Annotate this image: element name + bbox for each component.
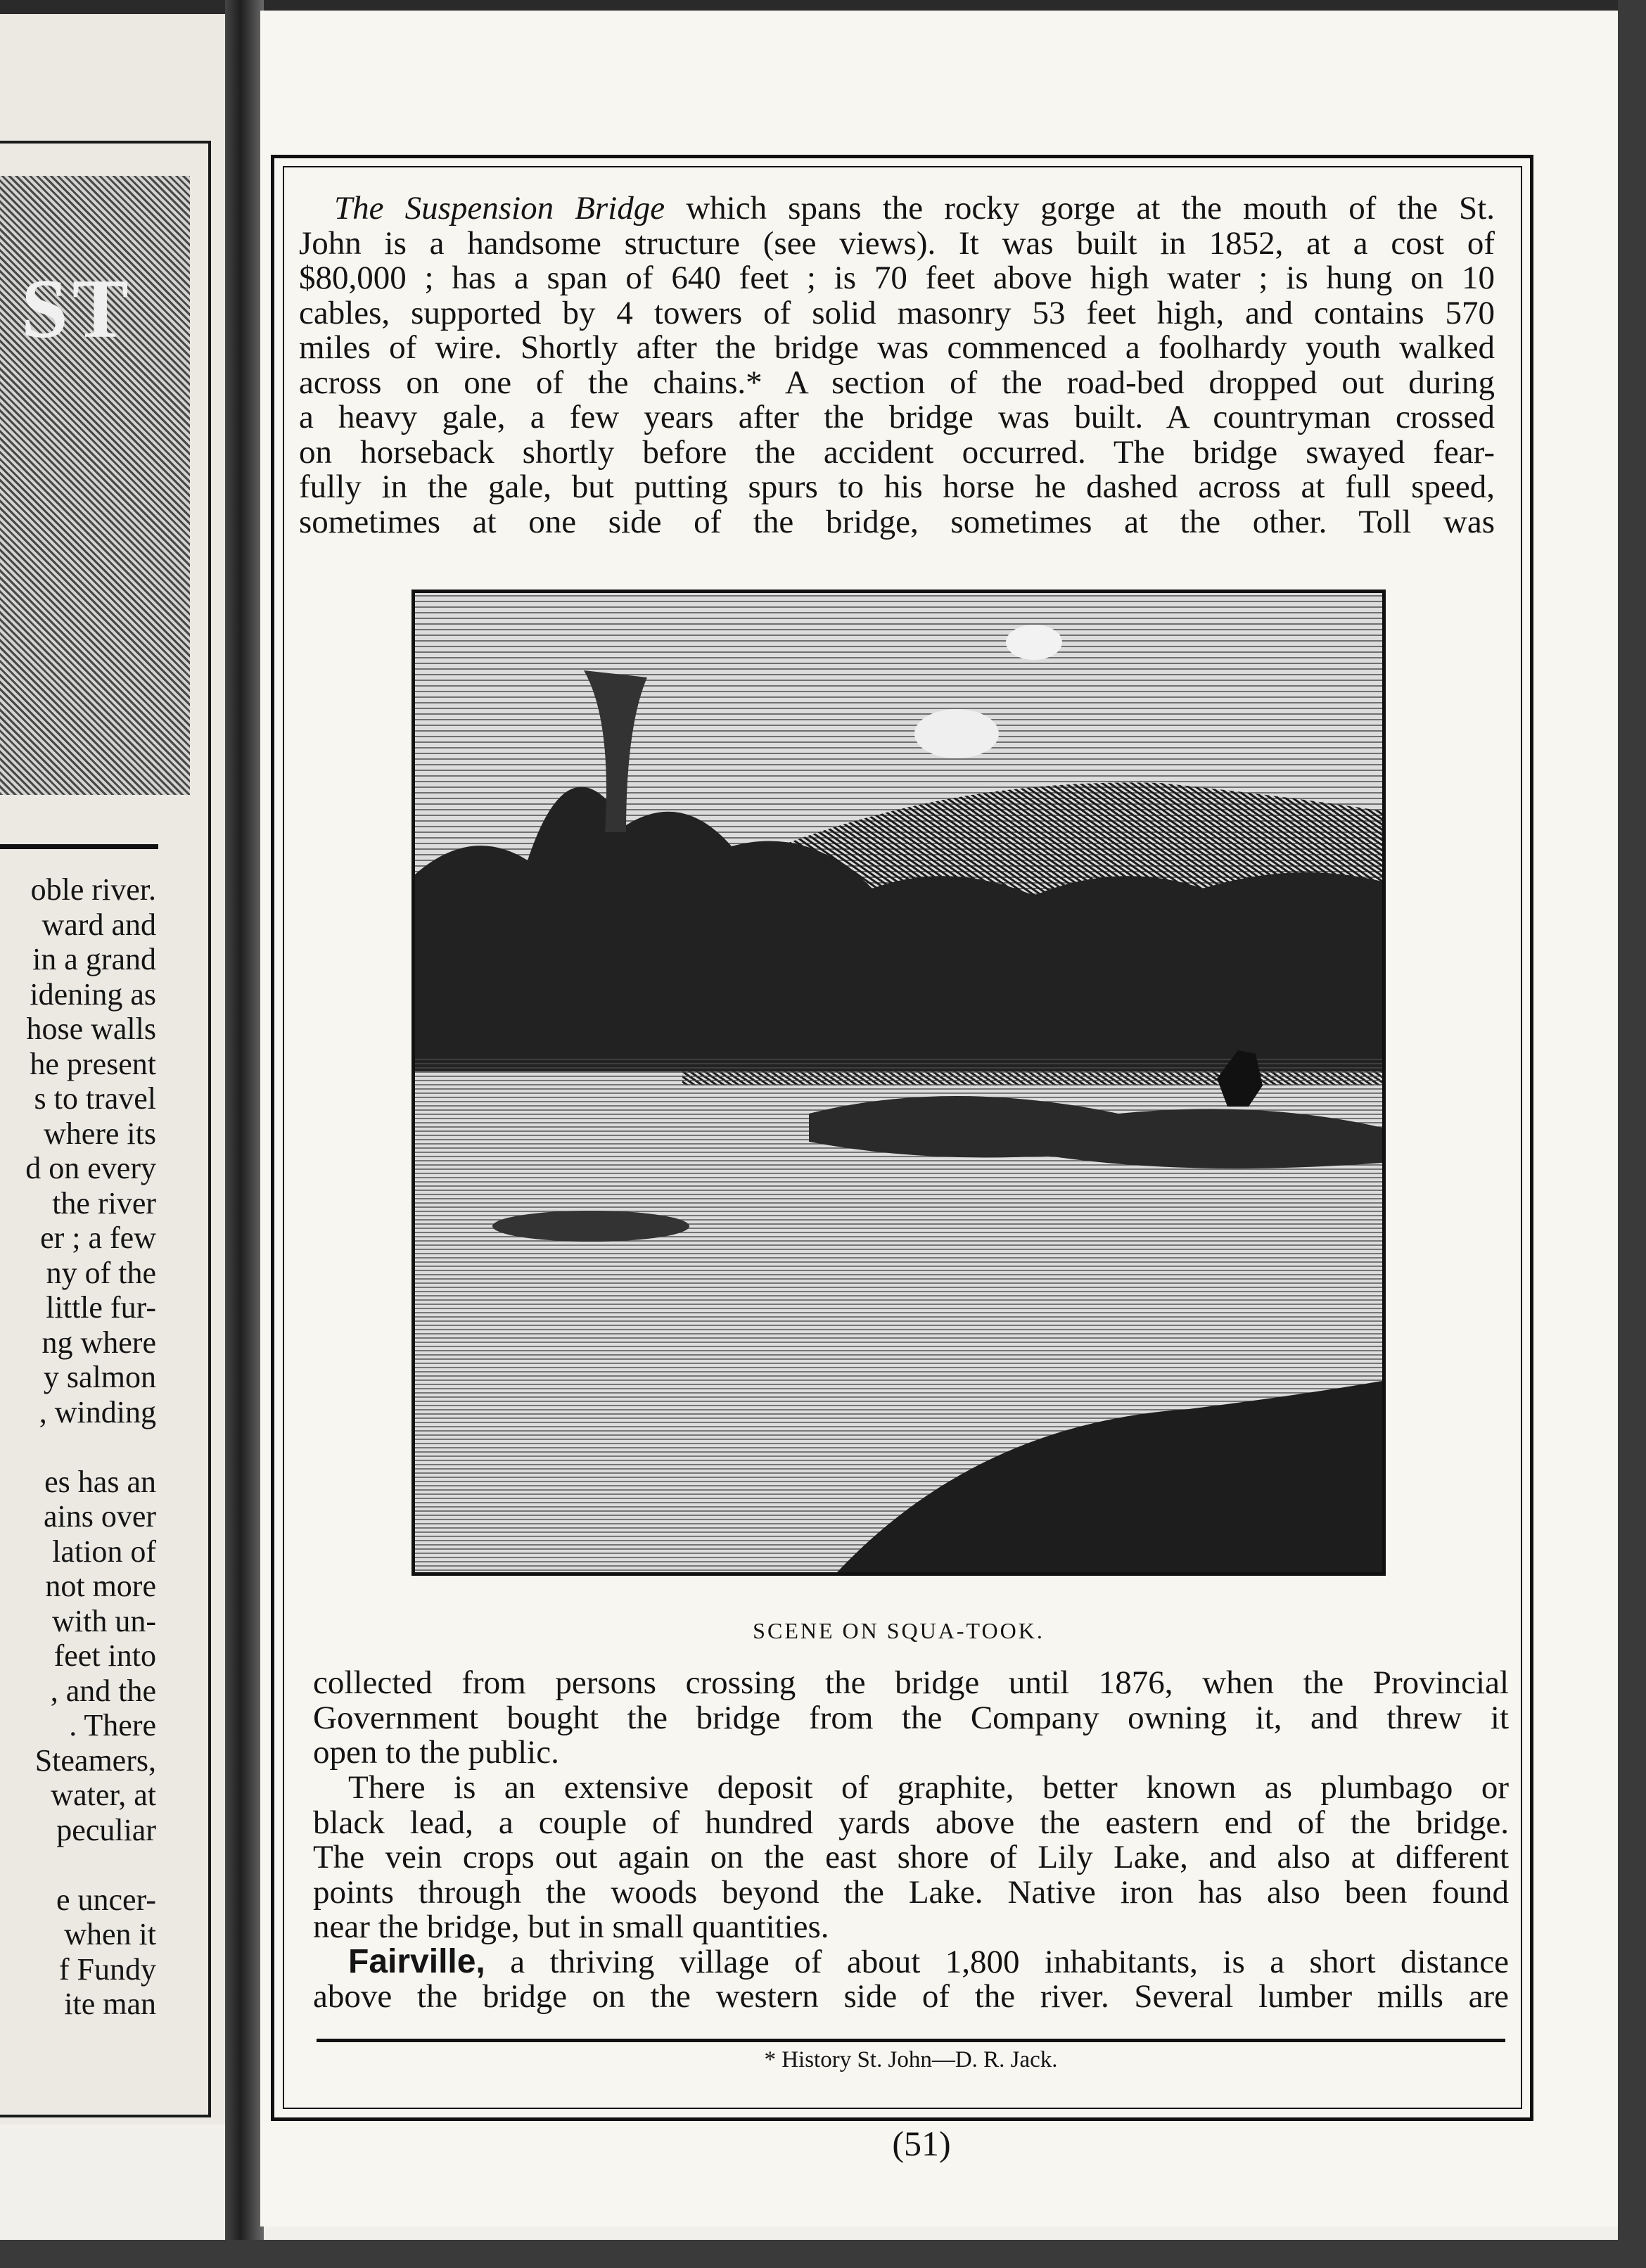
left-line: er ; a few xyxy=(40,1221,156,1255)
footnote-rule xyxy=(317,2039,1505,2042)
text-line: collected from persons crossing the bridge until 1876, when the Provincial xyxy=(313,1664,1509,1701)
page-number: (51) xyxy=(892,2124,951,2163)
left-line: when it xyxy=(64,1917,156,1951)
left-line: in a grand xyxy=(32,942,156,976)
left-line: d on every xyxy=(25,1151,156,1185)
left-line: Steamers, xyxy=(34,1743,156,1778)
left-line xyxy=(0,1429,156,1465)
text-line: Fairville, a thriving village of about 1,800 inhabitants, is a short distance xyxy=(348,1943,1509,1980)
text-line: miles of wire. Shortly after the bridge was commenced a foolhardy youth walked xyxy=(299,329,1495,366)
left-line: with un- xyxy=(52,1603,156,1638)
left-line: f Fundy xyxy=(58,1951,156,1987)
text-line: $80,000 ; has a span of 640 feet ; is 70 feet above high water ; is hung on 10 xyxy=(299,260,1495,296)
rocks xyxy=(492,1211,689,1242)
left-line: , winding xyxy=(39,1394,156,1429)
scan-edge-right xyxy=(1618,0,1646,2268)
left-facing-page xyxy=(0,14,232,2124)
cloud xyxy=(1006,625,1062,660)
bold-lead: Fairville, xyxy=(348,1943,485,1980)
left-line: little fur- xyxy=(46,1290,156,1325)
text-line: on horseback shortly before the accident occurred. The bridge swayed fear- xyxy=(299,433,1495,471)
text-line: near the bridge, but in small quantities. xyxy=(313,1909,829,1945)
left-line: ng where xyxy=(42,1325,156,1360)
text-line: above the bridge on the western side of the river. Several lumber mills are xyxy=(313,1977,1509,2015)
book-spine-gutter xyxy=(225,0,264,2268)
text-line: There is an extensive deposit of graphite, better known as plumbago or xyxy=(348,1769,1509,1806)
text-line: across on one of the chains.* A section of the road-bed dropped out during xyxy=(299,364,1495,401)
paragraph-fairville xyxy=(313,1944,1509,2014)
paragraph-graphite xyxy=(313,1771,1509,1945)
left-line: he present xyxy=(30,1046,156,1081)
left-line: lation of xyxy=(52,1534,156,1569)
left-page-rule xyxy=(0,844,158,849)
text-line: John is a handsome structure (see views). It was built in 1852, at a cost of xyxy=(299,224,1495,262)
text-line: a heavy gale, a few years after the bridge was built. A countryman crossed xyxy=(299,399,1495,435)
text-line: fully in the gale, but putting spurs to his horse he dashed across at full speed, xyxy=(299,469,1495,505)
left-line: feet into xyxy=(53,1638,156,1673)
left-line: ains over xyxy=(43,1499,156,1534)
left-line: oble river. xyxy=(30,872,156,907)
text-line: The Suspension Bridge which spans the rocky gorge at the mouth of the St. xyxy=(334,190,1495,227)
left-line: , and the xyxy=(50,1673,156,1708)
left-line: ward and xyxy=(42,907,156,942)
text-line: open to the public. xyxy=(313,1734,559,1771)
left-line: where its xyxy=(43,1116,156,1151)
left-line: ite man xyxy=(64,1987,156,2021)
text-line: Government bought the bridge from the Company owning it, and threw it xyxy=(313,1699,1509,1736)
left-line: es has an xyxy=(44,1464,156,1499)
left-line: the river xyxy=(52,1185,156,1221)
left-line: e uncer- xyxy=(56,1882,156,1917)
left-banner-letters: ST xyxy=(21,262,133,355)
text-line: The vein crops out again on the east shore of Lily Lake, and also at different xyxy=(313,1839,1509,1875)
image-caption: SCENE ON SQUA-TOOK. xyxy=(753,1618,1045,1643)
text-line: cables, supported by 4 towers of solid masonry 53 feet high, and contains 570 xyxy=(299,294,1495,331)
text-line: points through the woods beyond the Lake. Native iron has also been found xyxy=(313,1873,1509,1911)
engraving-illustration xyxy=(415,593,1382,1572)
left-line: not more xyxy=(45,1569,156,1603)
scan-edge-bottom xyxy=(0,2240,1646,2268)
engraving-scene-squa-took xyxy=(412,590,1386,1576)
paragraph-toll xyxy=(313,1666,1509,1771)
left-line: idening as xyxy=(30,976,156,1012)
left-line: peculiar xyxy=(56,1812,156,1847)
italic-lead: The Suspension Bridge xyxy=(334,190,665,227)
left-page-text xyxy=(0,872,156,2022)
left-line: . There xyxy=(69,1708,156,1743)
text-line: black lead, a couple of hundred yards above the eastern end of the bridge. xyxy=(313,1804,1509,1841)
left-line: hose walls xyxy=(26,1012,156,1046)
paragraph-suspension-bridge xyxy=(299,191,1495,540)
left-line: ny of the xyxy=(46,1255,156,1290)
text-line: sometimes at one side of the bridge, sometimes at the other. Toll was xyxy=(299,503,1495,540)
left-line: y salmon xyxy=(43,1360,156,1394)
left-line: water, at xyxy=(51,1778,156,1812)
left-line xyxy=(0,1847,156,1882)
left-line: s to travel xyxy=(34,1081,156,1116)
footnote: * History St. John—D. R. Jack. xyxy=(764,2047,1058,2072)
cloud xyxy=(914,709,999,758)
